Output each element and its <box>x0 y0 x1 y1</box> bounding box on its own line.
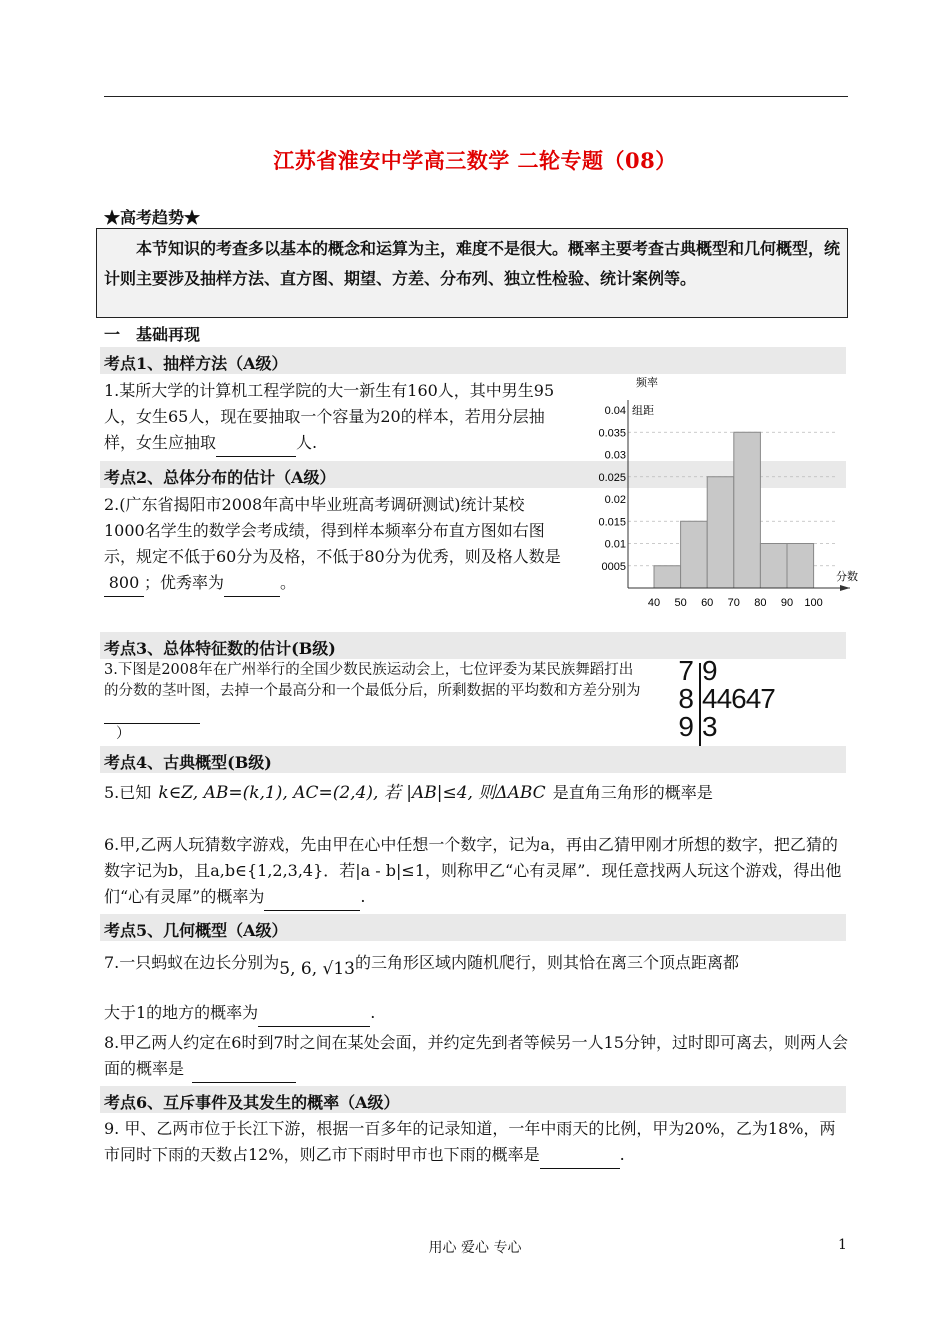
y-tick-label: 0.035 <box>598 427 626 440</box>
stem-leaf-plot <box>668 657 775 741</box>
question-2-tail: 。 <box>280 573 297 592</box>
question-7-line-2 <box>104 1000 848 1027</box>
topic-4-bar <box>100 746 846 773</box>
y-tick-label: 0005 <box>601 560 626 573</box>
question-9-text: 9. 甲、乙两市位于长江下游，根据一百多年的记录知道，一年中雨天的比例，甲为20%，乙为18%，两市同时下雨的天数占12%，则乙市下雨时甲市也下雨的概率是 <box>104 1119 836 1164</box>
header-rule <box>104 96 848 97</box>
question-7-line2: 大于1的地方的概率为 <box>104 1003 259 1022</box>
question-7-prefix: 7.一只蚂蚁在边长分别为 <box>104 953 280 972</box>
topic-4-title: 考点4、古典概型(B级) <box>104 753 272 772</box>
page-footer: 用心 爱心 专心 <box>428 1240 522 1256</box>
question-1-tail: 人. <box>296 433 318 452</box>
stem-value: 9 <box>678 711 694 742</box>
topic-5-title: 考点5、几何概型（A级） <box>104 921 288 940</box>
x-axis-arrow <box>840 585 850 591</box>
histogram-bar <box>654 566 681 588</box>
x-tick-label: 90 <box>780 597 794 609</box>
topic-5-bar <box>100 914 846 941</box>
leaf-values: 9 <box>702 655 717 686</box>
section-one-heading: 一 基础再现 <box>104 325 201 344</box>
histogram-bar <box>681 521 708 588</box>
question-8 <box>104 1030 848 1083</box>
question-5-prefix: 5.已知 <box>104 783 152 802</box>
question-6-text: 6.甲,乙两人玩猜数字游戏，先由甲在心中任想一个数字，记为a，再由乙猜甲刚才所想的数字，把乙猜的数字记为b，且a,b∈{1,2,3,4}．若|a - b|≤1，则称甲乙“心有灵犀”．现任意找两人玩这个游戏，得出他们“心有灵犀”的概率为 <box>104 835 842 906</box>
histogram-bar <box>760 544 787 589</box>
question-2-mid: ；优秀率为 <box>144 573 225 592</box>
question-2-text: 2.(广东省揭阳市2008年高中毕业班高考调研测试)统计某校1000名学生的数学会考成绩，得到样本频率分布直方图如右图示，规定不低于60分为及格，不低于80分为优秀，则及格人数是 <box>104 495 561 566</box>
trend-text: 本节知识的考查多以基本的概念和运算为主，难度不是很大。概率主要考查古典概型和几何概型，统计则主要涉及抽样方法、直方图、期望、方差、分布列、独立性检验、统计案例等。 <box>104 239 841 288</box>
stem-divider <box>699 663 701 747</box>
question-3-text: 3.下图是2008年在广州举行的全国少数民族运动会上，七位评委为某民族舞蹈打出的分数的茎叶图，去掉一个最高分和一个最低分后，所剩数据的平均数和方差分别为 <box>104 662 641 699</box>
stem-leaf-row <box>668 713 775 741</box>
topic-3-title: 考点3、总体特征数的估计(B级) <box>104 639 336 658</box>
stem-value: 8 <box>678 683 694 714</box>
x-tick-label: 100 <box>804 597 823 609</box>
page-number: 1 <box>838 1237 847 1253</box>
y-tick-label: 0.015 <box>598 516 626 529</box>
topic-1-title: 考点1、抽样方法（A级） <box>104 354 288 373</box>
y-tick-label: 0.025 <box>598 471 626 484</box>
x-axis-label: 分数 <box>836 571 858 583</box>
question-5-formula: k∈Z, AB=(k,1), AC=(2,4), 若 |AB|≤4, 则ΔABC <box>158 783 546 803</box>
histogram-bar <box>787 544 814 589</box>
y-axis-label-bottom: 组距 <box>632 405 654 417</box>
question-3-blank <box>104 702 200 724</box>
stem-leaf-row <box>668 685 775 713</box>
stem-leaf-row <box>668 657 775 685</box>
x-tick-label: 50 <box>674 597 687 609</box>
question-3 <box>104 660 644 745</box>
question-7-line-1 <box>104 950 848 979</box>
topic-6-title: 考点6、互斥事件及其发生的概率（A级） <box>104 1093 400 1112</box>
leaf-values: 3 <box>702 711 717 742</box>
question-1-blank <box>216 430 296 457</box>
question-7-tail: . <box>370 1003 376 1022</box>
question-7-blank <box>258 1000 370 1027</box>
y-tick-label: 0.03 <box>604 449 626 462</box>
question-8-blank <box>192 1056 296 1083</box>
histogram-bar <box>707 477 734 588</box>
histogram-bar <box>734 432 761 588</box>
question-9 <box>104 1116 848 1169</box>
stem-value: 7 <box>678 655 694 686</box>
topic-1-bar <box>100 347 846 374</box>
question-2-blank <box>224 570 280 597</box>
question-8-text: 8.甲乙两人约定在6时到7时之间在某处会面，并约定先到者等候另一人15分钟，过时即可离去，则两人会面的概率是 <box>104 1033 848 1078</box>
y-tick-label: 0.04 <box>604 405 626 417</box>
question-6 <box>104 832 848 911</box>
question-2 <box>104 492 562 597</box>
x-tick-label: 40 <box>647 597 661 609</box>
question-7-sides: 5, 6, √13 <box>279 959 355 979</box>
trend-heading: ★高考趋势★ <box>104 208 201 227</box>
topic-2-title: 考点2、总体分布的估计（A级） <box>104 468 336 487</box>
question-9-tail: . <box>619 1145 625 1164</box>
question-1-text: 1.某所大学的计算机工程学院的大一新生有160人，其中男生95人，女生65人，现在要抽取一个容量为20的样本，若用分层抽样，女生应抽取 <box>104 381 555 452</box>
topic-3-bar <box>100 632 846 659</box>
y-tick-label: 0.02 <box>604 494 626 506</box>
x-tick-label: 60 <box>701 597 714 609</box>
question-6-blank <box>264 884 360 911</box>
question-6-tail: . <box>360 887 366 906</box>
question-5 <box>104 780 848 806</box>
question-3-tail: ） <box>116 726 131 742</box>
topic-6-bar <box>100 1086 846 1113</box>
x-tick-label: 70 <box>727 597 740 609</box>
question-7-suffix: 的三角形区域内随机爬行，则其恰在离三个顶点距离都 <box>355 953 740 972</box>
frequency-histogram <box>588 372 860 612</box>
question-5-suffix: 是直角三角形的概率是 <box>552 783 713 802</box>
y-axis-label-top: 频率 <box>636 377 658 389</box>
question-9-blank <box>540 1142 620 1169</box>
page-title: 江苏省淮安中学高三数学 二轮专题（08） <box>273 148 677 173</box>
x-tick-label: 80 <box>754 597 767 609</box>
y-tick-label: 0.01 <box>604 538 626 551</box>
question-1 <box>104 378 560 457</box>
question-2-answer: 800 <box>104 570 144 597</box>
leaf-values: 44647 <box>702 683 775 714</box>
